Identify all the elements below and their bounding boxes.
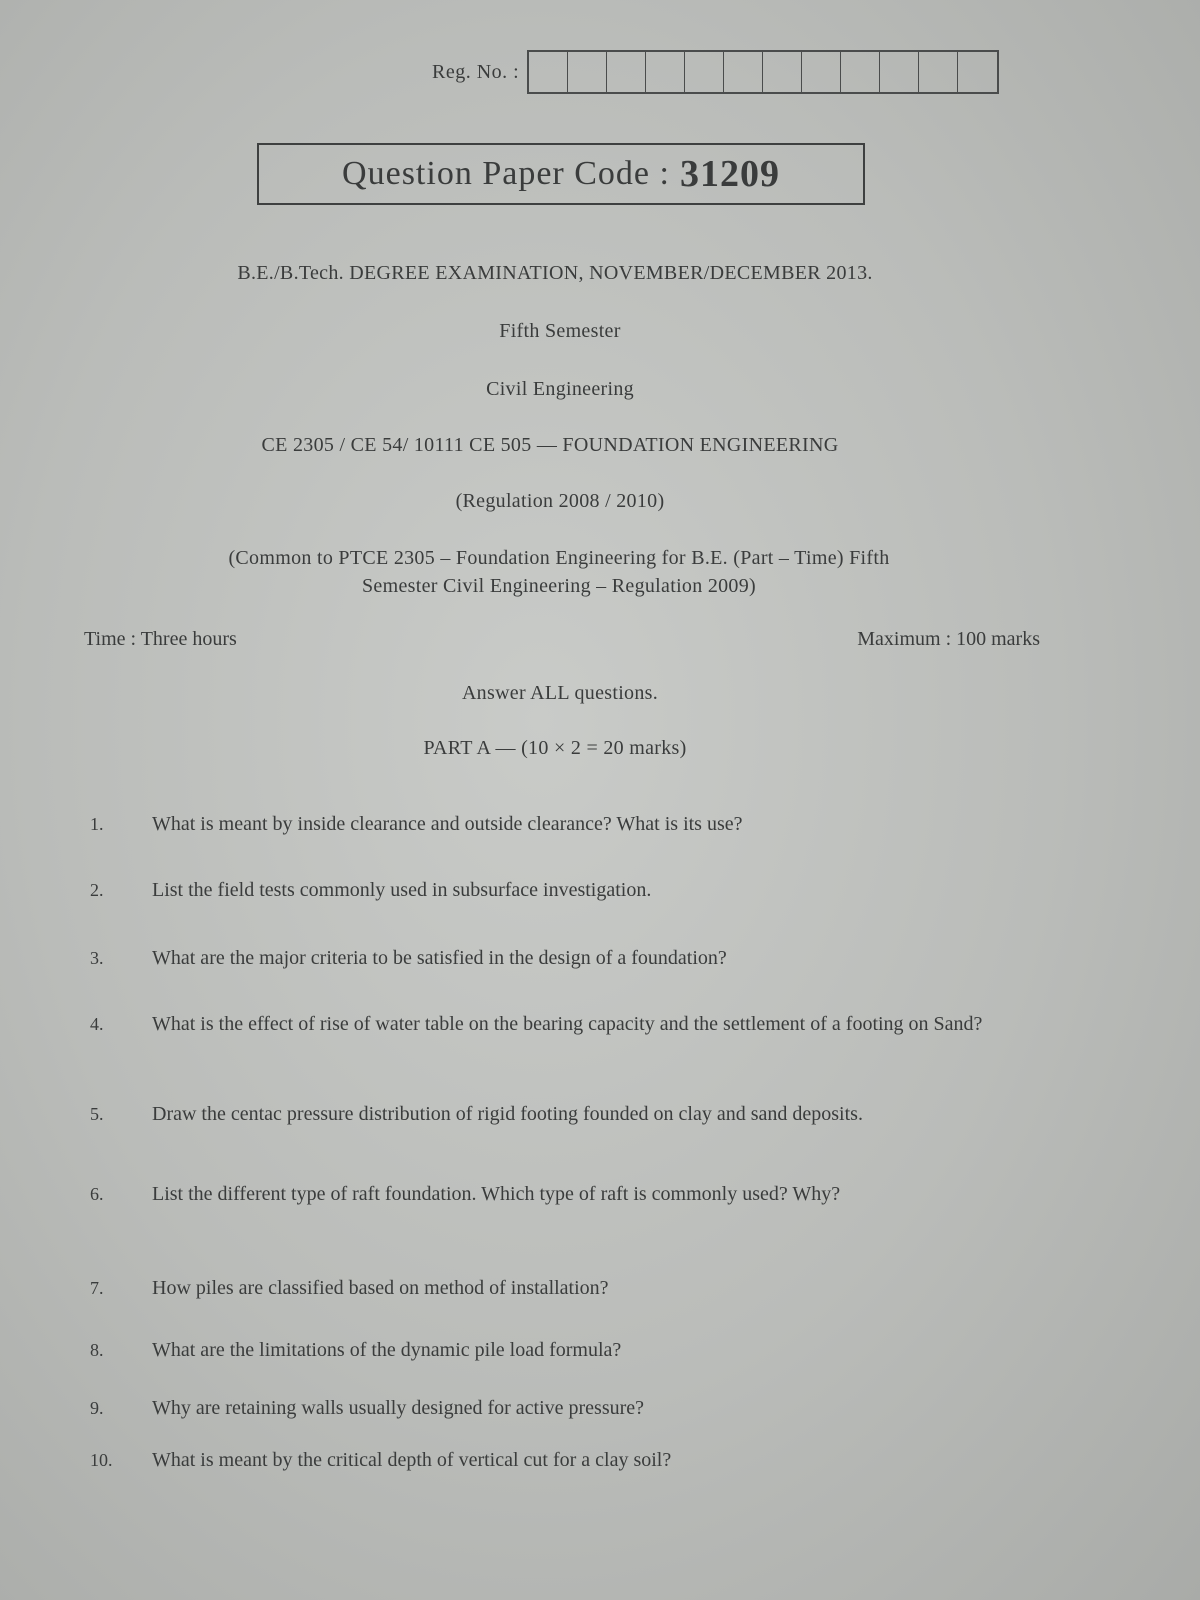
- exam-title: B.E./B.Tech. DEGREE EXAMINATION, NOVEMBER/DECEMBER 2013.: [237, 262, 873, 284]
- question-number: 6.: [90, 1184, 104, 1204]
- question-text: What is the effect of rise of water table on the bearing capacity and the settlement of a footing on Sand?: [152, 1013, 983, 1035]
- question-item: [90, 812, 1030, 836]
- question-text: How piles are classified based on method of installation?: [152, 1277, 609, 1299]
- reg-no-box: [841, 52, 880, 92]
- branch: Civil Engineering: [486, 378, 634, 400]
- question-number: 9.: [90, 1398, 104, 1418]
- question-text: Why are retaining walls usually designed for active pressure?: [152, 1397, 645, 1419]
- question-text: List the field tests commonly used in subsurface investigation.: [152, 879, 652, 901]
- reg-no-box: [763, 52, 802, 92]
- qp-code-value: 31209: [679, 153, 780, 195]
- question-number: 1.: [90, 814, 104, 834]
- reg-no-box: [685, 52, 724, 92]
- question-item: [90, 1338, 1030, 1362]
- question-number: 3.: [90, 948, 104, 968]
- reg-no-box: [724, 52, 763, 92]
- question-text: What are the major criteria to be satisfied in the design of a foundation?: [152, 947, 727, 969]
- semester: Fifth Semester: [499, 320, 621, 342]
- question-item: [90, 878, 1030, 902]
- reg-no-box: [568, 52, 607, 92]
- common-note-line2: Semester Civil Engineering – Regulation 2009): [362, 575, 756, 597]
- question-item: [90, 1182, 1030, 1206]
- reg-no-box: [529, 52, 568, 92]
- reg-no-boxes: [527, 50, 999, 94]
- regulation: (Regulation 2008 / 2010): [455, 490, 665, 512]
- question-text: What are the limitations of the dynamic pile load formula?: [152, 1339, 622, 1361]
- reg-no-box: [802, 52, 841, 92]
- question-text: What is meant by inside clearance and outside clearance? What is its use?: [152, 813, 743, 835]
- question-item: [90, 1448, 1030, 1472]
- question-paper-code-box: [257, 143, 865, 205]
- time-allowed: Time : Three hours: [84, 628, 237, 650]
- question-item: [90, 1012, 1030, 1036]
- qp-code-label: Question Paper Code :: [342, 155, 670, 192]
- reg-no-box: [646, 52, 685, 92]
- time-marks-row: [84, 628, 1040, 651]
- reg-no-box: [958, 52, 997, 92]
- maximum-marks: Maximum : 100 marks: [857, 628, 1040, 650]
- reg-no-box: [880, 52, 919, 92]
- question-text: List the different type of raft foundation. Which type of raft is commonly used? Why?: [152, 1183, 841, 1205]
- question-number: 4.: [90, 1014, 104, 1034]
- instruction: Answer ALL questions.: [461, 682, 659, 704]
- question-text: What is meant by the critical depth of vertical cut for a clay soil?: [152, 1449, 672, 1471]
- question-text: Draw the centac pressure distribution of rigid footing founded on clay and sand deposits.: [152, 1103, 863, 1125]
- question-number: 2.: [90, 880, 104, 900]
- part-a-title: PART A — (10 × 2 = 20 marks): [423, 737, 687, 759]
- question-number: 8.: [90, 1340, 104, 1360]
- question-number: 7.: [90, 1278, 104, 1298]
- reg-no-field: [432, 50, 999, 94]
- reg-no-label: Reg. No. :: [432, 60, 520, 83]
- reg-no-box: [919, 52, 958, 92]
- question-item: [90, 1276, 1030, 1300]
- question-number: 5.: [90, 1104, 104, 1124]
- question-item: [90, 1396, 1030, 1420]
- question-item: [90, 1102, 1030, 1126]
- question-item: [90, 946, 1030, 970]
- subject: CE 2305 / CE 54/ 10111 CE 505 — FOUNDATION ENGINEERING: [261, 434, 839, 456]
- question-number: 10.: [90, 1450, 113, 1470]
- reg-no-box: [607, 52, 646, 92]
- common-note-line1: (Common to PTCE 2305 – Foundation Engineering for B.E. (Part – Time) Fifth: [228, 547, 890, 569]
